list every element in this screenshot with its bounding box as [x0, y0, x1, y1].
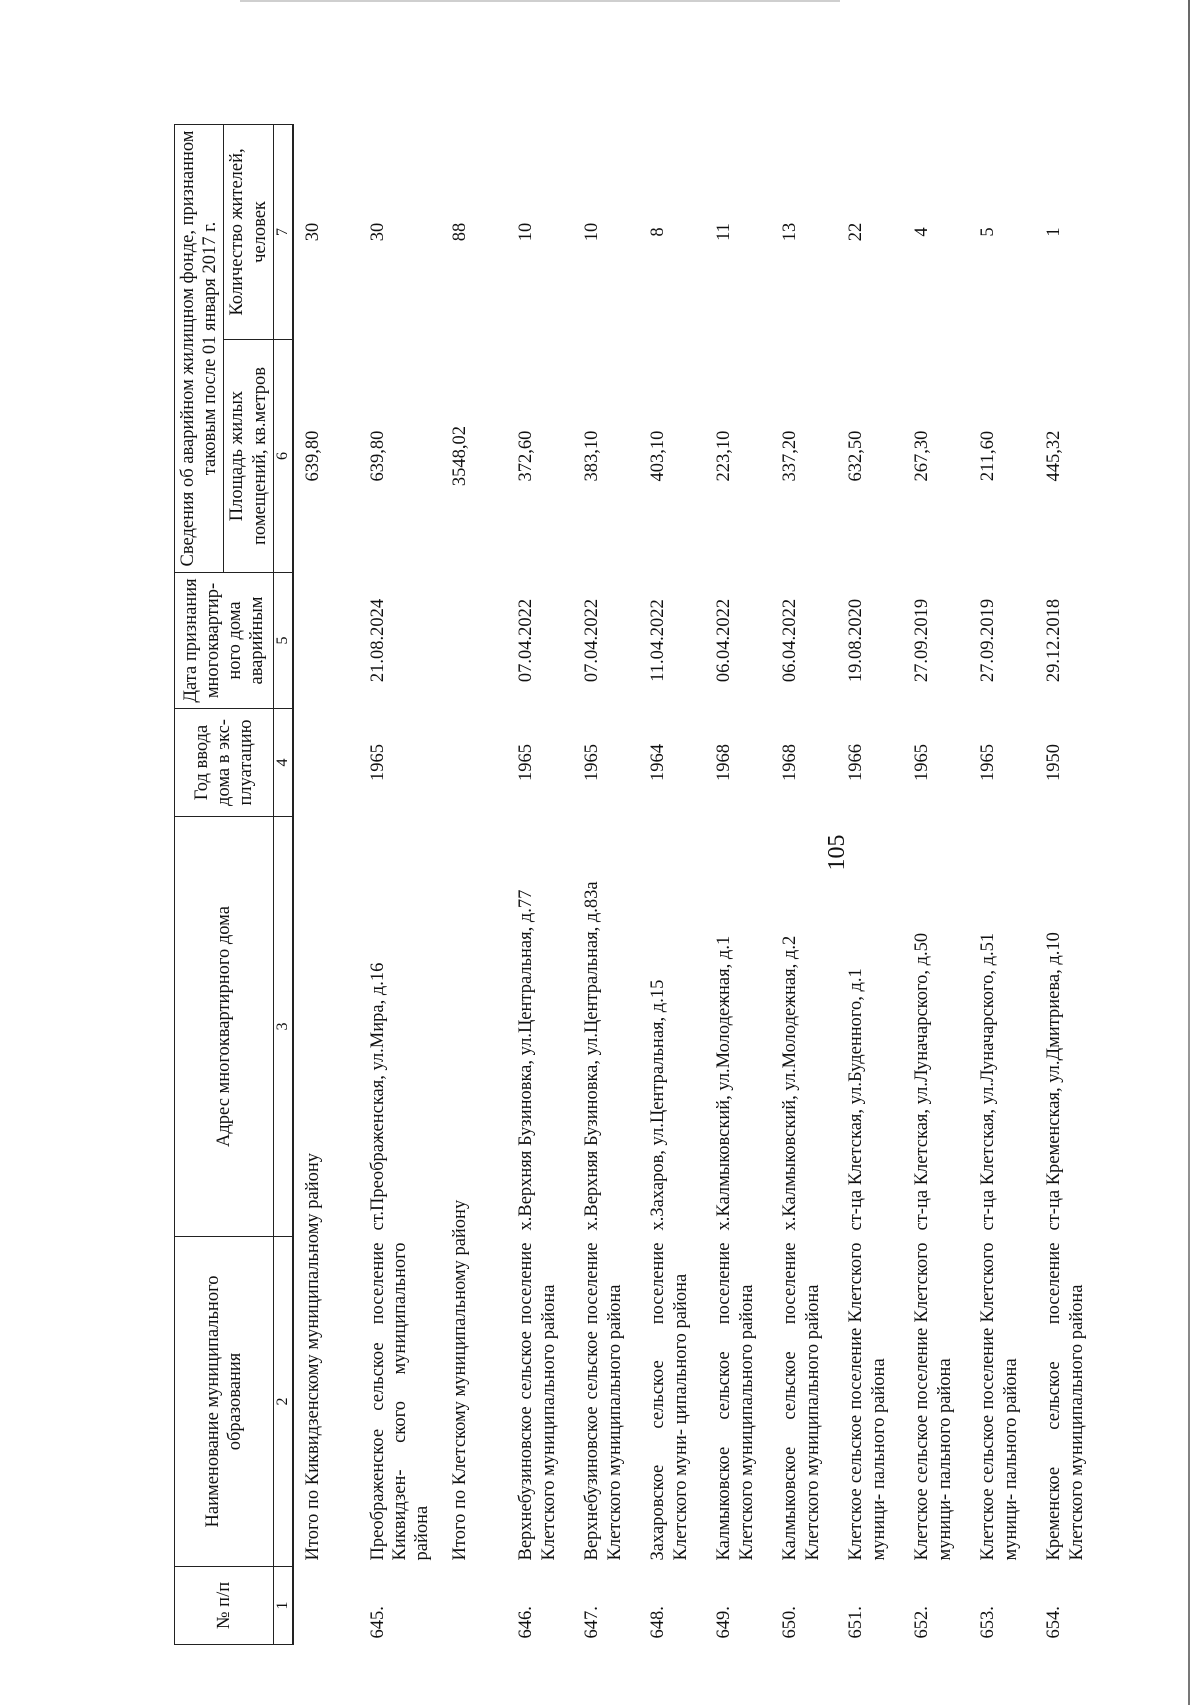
municipality-cell: Калмыковское сельское поселение Клетского муниципального района	[780, 1242, 823, 1561]
row-num: 648.	[648, 1606, 669, 1639]
header-municipality: Наименование муниципального образования	[175, 1237, 274, 1567]
area-cell: 403,10	[648, 430, 669, 482]
header-colnum: 5	[273, 573, 293, 709]
municipality-cell: Захаровское сельское поселение Клетского муни- ципального района	[648, 1242, 691, 1561]
date-cell: 27.09.2019	[978, 598, 999, 683]
residents-cell: 30	[367, 222, 388, 242]
residents-cell: 30	[302, 222, 323, 242]
row-num: 652.	[912, 1606, 933, 1639]
address-cell: ст-ца Кременская, ул.Дмитриева, д.10	[1044, 932, 1065, 1231]
area-cell: 639,80	[302, 430, 323, 482]
date-cell: 07.04.2022	[516, 598, 537, 683]
address-cell: х.Калмыковский, ул.Молодежная, д.1	[714, 935, 735, 1231]
page-number: 105	[824, 834, 850, 871]
header-num: № п/п	[175, 1567, 274, 1645]
header-colnum: 7	[273, 124, 293, 339]
table-row	[1035, 124, 1101, 1644]
total-label: Итого по Клетскому муниципальному району	[450, 1199, 471, 1561]
table-row-total	[441, 124, 507, 1644]
row-num-empty	[441, 1567, 507, 1645]
table-row	[903, 124, 969, 1644]
residents-cell: 13	[780, 222, 801, 242]
address-cell: х.Захаров, ул.Центральная, д.15	[648, 979, 669, 1231]
area-cell: 3548,02	[450, 425, 471, 487]
year-cell: 1965	[516, 744, 537, 781]
row-num: 653.	[978, 1606, 999, 1639]
year-cell: 1965	[912, 744, 933, 781]
residents-cell: 88	[450, 222, 471, 242]
row-num: 650.	[780, 1606, 801, 1639]
year-cell: 1965	[367, 744, 388, 781]
residents-cell: 5	[978, 227, 999, 237]
date-cell: 06.04.2022	[714, 598, 735, 683]
year-cell: 1968	[780, 744, 801, 781]
row-num-empty	[293, 1567, 359, 1645]
residents-cell: 11	[714, 223, 735, 241]
area-cell: 445,32	[1044, 430, 1065, 482]
row-num: 647.	[582, 1606, 603, 1639]
date-cell: 21.08.2024	[367, 598, 388, 683]
municipality-cell: Клетское сельское поселение Клетского муници- пального района	[912, 1242, 955, 1561]
area-cell: 267,30	[912, 430, 933, 482]
total-label: Итого по Киквидзенскому муниципальному району	[302, 1152, 323, 1561]
municipality-cell: Клетское сельское поселение Клетского муници- пального района	[846, 1242, 889, 1561]
year-cell: 1966	[846, 744, 867, 781]
table-row	[771, 124, 837, 1644]
row-num: 649.	[714, 1606, 735, 1639]
residents-cell: 22	[846, 222, 867, 242]
year-cell: 1965	[978, 744, 999, 781]
year-cell: 1950	[1044, 744, 1065, 781]
area-cell: 211,60	[978, 430, 999, 482]
area-cell: 337,20	[780, 430, 801, 482]
table-row	[639, 124, 705, 1644]
table-header	[175, 124, 293, 1644]
header-group: Сведения об аварийном жилищном фонде, признанном таковым после 01 января 2017 г.	[175, 124, 224, 572]
municipality-cell: Преображенское сельское поселение Киквидзен- ского муниципального района	[367, 1242, 433, 1561]
table-body	[293, 124, 1102, 1644]
year-cell: 1965	[582, 744, 603, 781]
table-row	[837, 124, 903, 1644]
header-residents: Количество жителей, человек	[224, 124, 273, 339]
municipality-cell: Калмыковское сельское поселение Клетского муниципального района	[714, 1242, 757, 1561]
residents-cell: 4	[912, 227, 933, 237]
address-cell: ст-ца Клетская, ул.Буденного, д.1	[846, 968, 867, 1231]
year-cell: 1968	[714, 744, 735, 781]
address-cell: ст-ца Клетская, ул.Луначарского, д.51	[978, 932, 999, 1231]
row-num: 645.	[367, 1606, 388, 1639]
date-cell: 19.08.2020	[846, 598, 867, 683]
header-colnum: 4	[273, 709, 293, 817]
municipality-cell: Верхнебузиновское сельское поселение Клетского муниципального района	[582, 1242, 625, 1561]
residents-cell: 8	[648, 227, 669, 237]
municipality-cell: Клетское сельское поселение Клетского муници- пального района	[978, 1242, 1021, 1561]
address-cell: ст-ца Клетская, ул.Луначарского, д.50	[912, 932, 933, 1231]
address-cell: ст.Преображенская, ул.Мира, д.16	[367, 962, 388, 1231]
date-cell: 07.04.2022	[582, 598, 603, 683]
date-cell: 06.04.2022	[780, 598, 801, 683]
date-cell: 11.04.2022	[648, 599, 669, 682]
table-row	[705, 124, 771, 1644]
table-row	[969, 124, 1035, 1644]
municipality-cell: Кременское сельское поселение Клетского муниципального района	[1044, 1242, 1087, 1561]
row-num: 654.	[1044, 1606, 1065, 1639]
year-cell: 1964	[648, 744, 669, 781]
header-colnum: 3	[273, 817, 293, 1237]
area-cell: 223,10	[714, 430, 735, 482]
municipality-cell: Верхнебузиновское сельское поселение Клетского муниципального района	[516, 1242, 559, 1561]
area-cell: 372,60	[516, 430, 537, 482]
header-address: Адрес многоквартирного дома	[175, 817, 274, 1237]
table-row	[507, 124, 573, 1644]
date-cell: 27.09.2019	[912, 598, 933, 683]
header-year: Год ввода дома в экс- плуатацию	[175, 709, 274, 817]
row-num: 646.	[516, 1606, 537, 1639]
address-cell: х.Верхняя Бузиновка, ул.Центральная, д.77	[516, 889, 537, 1231]
area-cell: 639,80	[367, 430, 388, 482]
date-cell: 29.12.2018	[1044, 598, 1065, 683]
address-cell: х.Верхняя Бузиновка, ул.Центральная, д.83а	[582, 881, 603, 1231]
area-cell: 383,10	[582, 430, 603, 482]
residents-cell: 10	[582, 222, 603, 242]
header-colnum: 1	[273, 1567, 293, 1645]
header-date: Дата признания многоквартир- ного дома аварийным	[175, 573, 274, 709]
header-area: Площадь жилых помещений, кв.метров	[224, 340, 273, 573]
table-row-total	[293, 124, 359, 1644]
residents-cell: 10	[516, 222, 537, 242]
header-colnum: 2	[273, 1237, 293, 1567]
row-num: 651.	[846, 1606, 867, 1639]
header-colnum: 6	[273, 340, 293, 573]
residents-cell: 1	[1044, 227, 1065, 237]
table-row	[573, 124, 639, 1644]
emergency-housing-table	[174, 124, 1101, 1645]
address-cell: х.Калмыковский, ул.Молодежная, д.2	[780, 935, 801, 1231]
area-cell: 632,50	[846, 430, 867, 482]
table-row	[359, 124, 442, 1644]
